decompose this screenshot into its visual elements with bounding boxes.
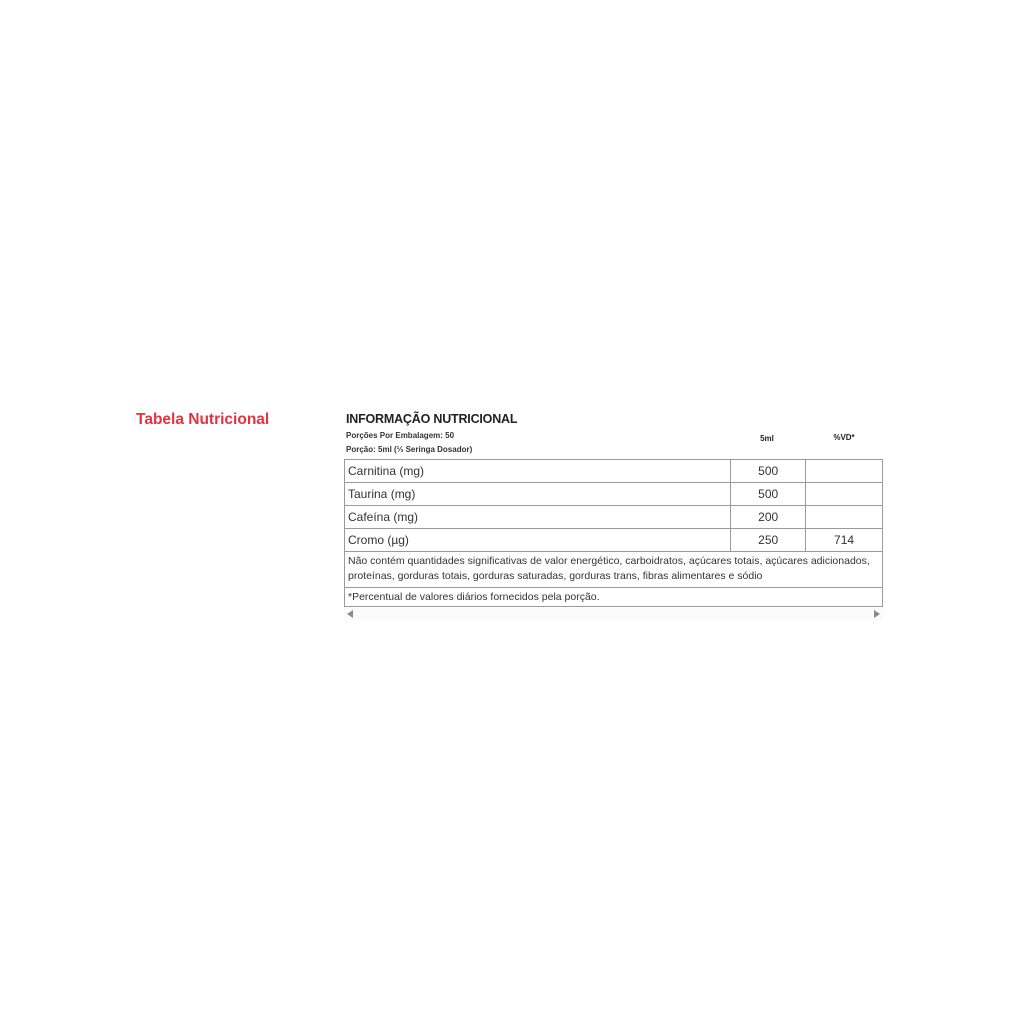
table-title: INFORMAÇÃO NUTRICIONAL [346,412,518,426]
nutrition-table [344,459,883,607]
scroll-right-arrow-icon[interactable] [874,610,880,618]
nutrient-name: Carnitina (mg) [345,460,731,483]
table-row [345,529,883,552]
nutrient-name: Cromo (µg) [345,529,731,552]
serving-size: Porção: 5ml (⅓ Seringa Dosador) [346,445,473,454]
nutrient-amount: 200 [731,506,806,529]
servings-per-package: Porções Por Embalagem: 50 [346,431,455,440]
nutrition-note: Não contém quantidades significativas de valor energético, carboidratos, açúcares totais, açúcares adicionados, proteínas, gorduras totais, gorduras saturadas, gorduras trans, fibras alimentares e sódio [345,552,883,588]
nutrient-daily-value: 714 [806,529,883,552]
nutrient-daily-value [806,483,883,506]
table-row [345,483,883,506]
footnote-row [345,588,883,607]
nutrition-table-header [344,410,883,459]
table-row [345,506,883,529]
column-header-daily-value: %VD* [833,433,855,442]
nutrition-footnote: *Percentual de valores diários fornecidos pela porção. [345,588,883,607]
nutrient-daily-value [806,506,883,529]
note-row [345,552,883,588]
nutrient-name: Taurina (mg) [345,483,731,506]
column-header-amount: 5ml [760,434,774,443]
nutrient-amount: 500 [731,460,806,483]
nutrient-amount: 500 [731,483,806,506]
nutrient-daily-value [806,460,883,483]
nutrient-amount: 250 [731,529,806,552]
nutrient-name: Cafeína (mg) [345,506,731,529]
horizontal-scrollbar[interactable] [344,608,883,620]
nutrition-table-panel [344,410,883,620]
section-title: Tabela Nutricional [136,411,270,428]
table-row [345,460,883,483]
scroll-left-arrow-icon[interactable] [347,610,353,618]
